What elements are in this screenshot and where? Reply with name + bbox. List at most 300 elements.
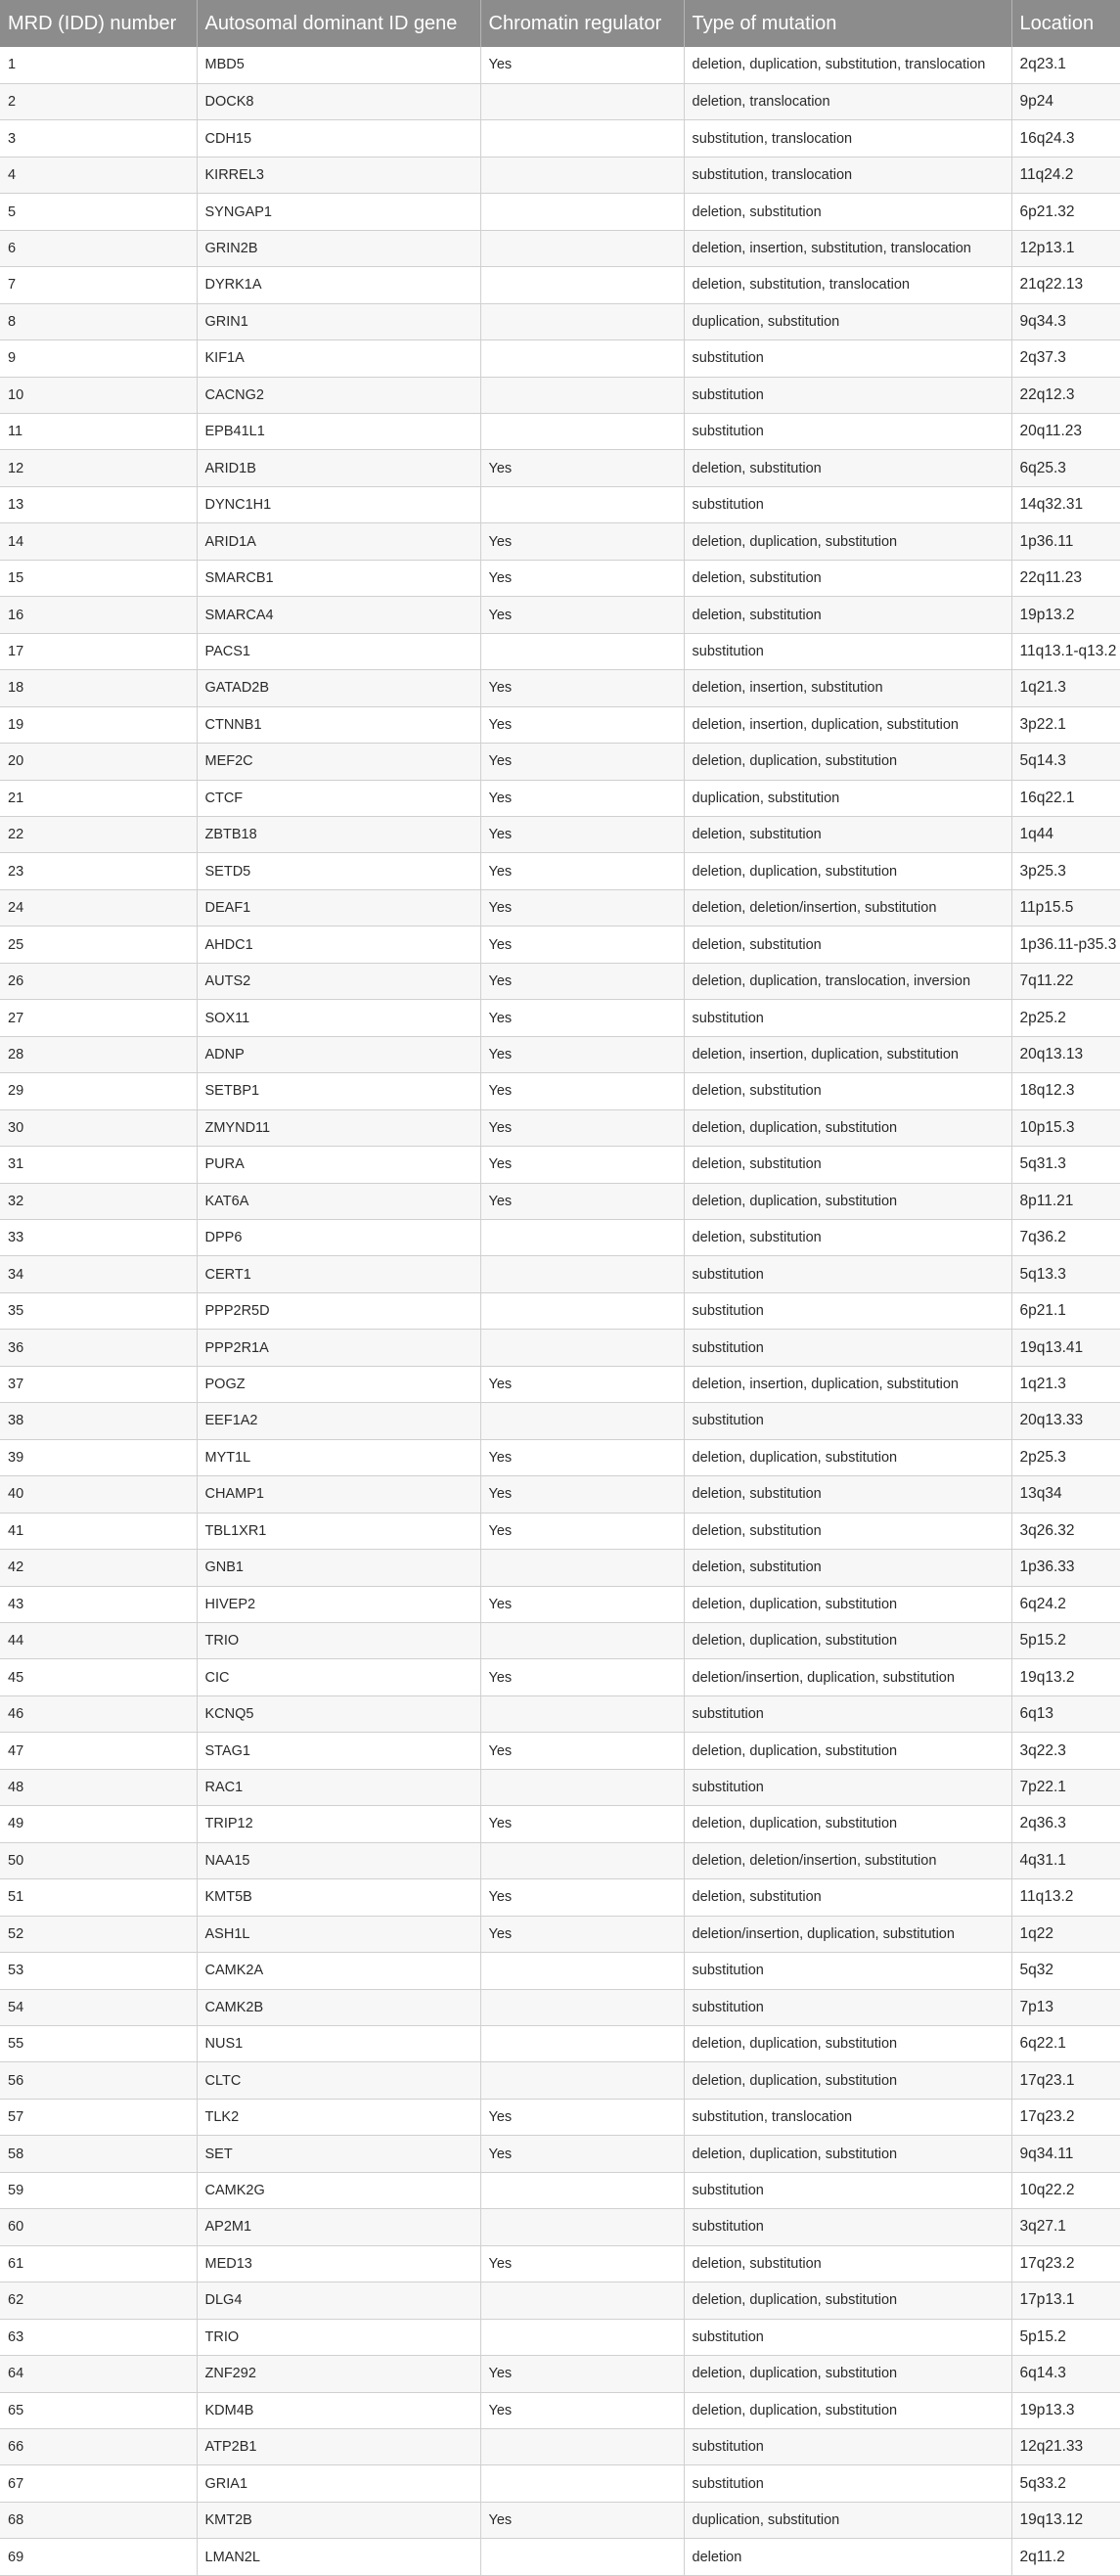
cell-chromatin-regulator: [480, 83, 684, 119]
cell-mutation-type: deletion, duplication, substitution: [684, 523, 1011, 560]
cell-mrd-number: 67: [0, 2465, 197, 2502]
cell-chromatin-regulator: [480, 377, 684, 413]
cell-chromatin-regulator: Yes: [480, 706, 684, 743]
table-row: [0, 2465, 1120, 2502]
table-row: [0, 706, 1120, 743]
table-row: [0, 2025, 1120, 2061]
cell-gene: CDH15: [197, 120, 480, 157]
table-row: [0, 2539, 1120, 2575]
table-row: [0, 450, 1120, 486]
table-row: [0, 1622, 1120, 1658]
cell-mutation-type: deletion, duplication, substitution: [684, 2282, 1011, 2319]
cell-gene: HIVEP2: [197, 1586, 480, 1622]
cell-mrd-number: 11: [0, 414, 197, 450]
cell-gene: CHAMP1: [197, 1476, 480, 1513]
cell-mrd-number: 32: [0, 1183, 197, 1219]
cell-mutation-type: deletion, duplication, substitution, translocation: [684, 47, 1011, 83]
cell-mrd-number: 34: [0, 1256, 197, 1292]
cell-mutation-type: deletion, duplication, substitution: [684, 853, 1011, 889]
cell-mrd-number: 53: [0, 1953, 197, 1989]
cell-gene: MYT1L: [197, 1439, 480, 1475]
table-row: [0, 2319, 1120, 2355]
cell-location: 11q13.2: [1011, 1879, 1120, 1916]
cell-mrd-number: 37: [0, 1366, 197, 1402]
table-row: [0, 1330, 1120, 1366]
cell-gene: PACS1: [197, 633, 480, 669]
cell-location: 16q24.3: [1011, 120, 1120, 157]
cell-location: 8p11.21: [1011, 1183, 1120, 1219]
cell-mutation-type: substitution: [684, 2465, 1011, 2502]
cell-mrd-number: 57: [0, 2099, 197, 2135]
table-row: [0, 963, 1120, 999]
cell-mrd-number: 40: [0, 1476, 197, 1513]
cell-chromatin-regulator: [480, 2282, 684, 2319]
cell-location: 19q13.41: [1011, 1330, 1120, 1366]
cell-location: 20q13.13: [1011, 1036, 1120, 1072]
cell-location: 21q22.13: [1011, 267, 1120, 303]
cell-gene: KMT2B: [197, 2502, 480, 2538]
cell-gene: GNB1: [197, 1550, 480, 1586]
cell-location: 2q23.1: [1011, 47, 1120, 83]
cell-location: 2p25.2: [1011, 1000, 1120, 1036]
cell-mrd-number: 17: [0, 633, 197, 669]
cell-gene: MEF2C: [197, 744, 480, 780]
cell-location: 11p15.5: [1011, 889, 1120, 926]
cell-location: 6q14.3: [1011, 2356, 1120, 2392]
cell-location: 12p13.1: [1011, 230, 1120, 266]
cell-gene: PPP2R1A: [197, 1330, 480, 1366]
cell-mutation-type: deletion, substitution: [684, 194, 1011, 230]
cell-mutation-type: substitution: [684, 1256, 1011, 1292]
table-row: [0, 2245, 1120, 2282]
cell-chromatin-regulator: [480, 1256, 684, 1292]
cell-chromatin-regulator: Yes: [480, 853, 684, 889]
cell-mrd-number: 15: [0, 560, 197, 596]
cell-mutation-type: deletion, duplication, substitution: [684, 2025, 1011, 2061]
cell-gene: DYNC1H1: [197, 486, 480, 522]
cell-chromatin-regulator: [480, 1953, 684, 1989]
cell-gene: SMARCA4: [197, 597, 480, 633]
table-row: [0, 83, 1120, 119]
table-header: [0, 0, 1120, 47]
cell-mrd-number: 31: [0, 1147, 197, 1183]
cell-mrd-number: 13: [0, 486, 197, 522]
cell-mrd-number: 61: [0, 2245, 197, 2282]
cell-mutation-type: deletion, duplication, substitution: [684, 2136, 1011, 2172]
table-row: [0, 1147, 1120, 1183]
cell-location: 7q36.2: [1011, 1220, 1120, 1256]
table-row: [0, 1000, 1120, 1036]
cell-mrd-number: 47: [0, 1733, 197, 1769]
cell-chromatin-regulator: Yes: [480, 2356, 684, 2392]
cell-mrd-number: 52: [0, 1916, 197, 1952]
cell-gene: STAG1: [197, 1733, 480, 1769]
cell-mutation-type: deletion, insertion, duplication, substitution: [684, 706, 1011, 743]
cell-mutation-type: deletion/insertion, duplication, substitution: [684, 1659, 1011, 1695]
cell-mutation-type: deletion, substitution: [684, 926, 1011, 963]
cell-location: 19p13.2: [1011, 597, 1120, 633]
cell-gene: ADNP: [197, 1036, 480, 1072]
table-row: [0, 1366, 1120, 1402]
cell-location: 11q24.2: [1011, 157, 1120, 193]
cell-mutation-type: deletion, substitution: [684, 1220, 1011, 1256]
cell-chromatin-regulator: [480, 1330, 684, 1366]
cell-chromatin-regulator: [480, 2465, 684, 2502]
cell-chromatin-regulator: Yes: [480, 1439, 684, 1475]
cell-gene: KDM4B: [197, 2392, 480, 2428]
cell-mutation-type: substitution: [684, 414, 1011, 450]
cell-chromatin-regulator: [480, 2209, 684, 2245]
table-row: [0, 2392, 1120, 2428]
cell-location: 10q22.2: [1011, 2172, 1120, 2208]
cell-location: 17p13.1: [1011, 2282, 1120, 2319]
table-row: [0, 1183, 1120, 1219]
header-mutation-type: Type of mutation: [684, 0, 1011, 47]
cell-mrd-number: 58: [0, 2136, 197, 2172]
cell-mutation-type: deletion, substitution: [684, 1550, 1011, 1586]
table-row: [0, 1989, 1120, 2025]
cell-chromatin-regulator: [480, 1842, 684, 1878]
cell-gene: CLTC: [197, 2062, 480, 2099]
cell-gene: CACNG2: [197, 377, 480, 413]
table-row: [0, 670, 1120, 706]
cell-chromatin-regulator: Yes: [480, 1733, 684, 1769]
cell-gene: KMT5B: [197, 1879, 480, 1916]
table-row: [0, 157, 1120, 193]
cell-location: 3p25.3: [1011, 853, 1120, 889]
cell-mutation-type: duplication, substitution: [684, 2502, 1011, 2538]
cell-location: 12q21.33: [1011, 2428, 1120, 2464]
cell-location: 3q26.32: [1011, 1513, 1120, 1549]
cell-mrd-number: 21: [0, 780, 197, 816]
cell-location: 17q23.2: [1011, 2099, 1120, 2135]
cell-chromatin-regulator: Yes: [480, 450, 684, 486]
cell-mutation-type: substitution: [684, 2319, 1011, 2355]
cell-gene: CAMK2B: [197, 1989, 480, 2025]
cell-mutation-type: substitution, translocation: [684, 2099, 1011, 2135]
cell-gene: ZNF292: [197, 2356, 480, 2392]
cell-mrd-number: 2: [0, 83, 197, 119]
cell-mutation-type: substitution, translocation: [684, 157, 1011, 193]
cell-chromatin-regulator: Yes: [480, 1659, 684, 1695]
cell-location: 6q13: [1011, 1695, 1120, 1732]
cell-mrd-number: 56: [0, 2062, 197, 2099]
table-row: [0, 926, 1120, 963]
cell-mrd-number: 48: [0, 1769, 197, 1805]
table-row: [0, 633, 1120, 669]
cell-mutation-type: substitution: [684, 1000, 1011, 1036]
cell-chromatin-regulator: [480, 486, 684, 522]
cell-gene: POGZ: [197, 1366, 480, 1402]
cell-gene: SETD5: [197, 853, 480, 889]
cell-chromatin-regulator: Yes: [480, 889, 684, 926]
cell-mrd-number: 42: [0, 1550, 197, 1586]
cell-mutation-type: deletion, duplication, substitution: [684, 1183, 1011, 1219]
cell-chromatin-regulator: [480, 414, 684, 450]
cell-chromatin-regulator: Yes: [480, 1586, 684, 1622]
cell-gene: KIF1A: [197, 340, 480, 377]
cell-chromatin-regulator: Yes: [480, 926, 684, 963]
cell-mrd-number: 69: [0, 2539, 197, 2575]
table-row: [0, 486, 1120, 522]
cell-chromatin-regulator: [480, 2428, 684, 2464]
table-row: [0, 1476, 1120, 1513]
cell-mrd-number: 62: [0, 2282, 197, 2319]
cell-mrd-number: 9: [0, 340, 197, 377]
cell-mrd-number: 46: [0, 1695, 197, 1732]
cell-location: 1p36.11-p35.3: [1011, 926, 1120, 963]
cell-mrd-number: 50: [0, 1842, 197, 1878]
table-row: [0, 1220, 1120, 1256]
cell-chromatin-regulator: Yes: [480, 2136, 684, 2172]
cell-location: 10p15.3: [1011, 1109, 1120, 1146]
cell-chromatin-regulator: [480, 1769, 684, 1805]
cell-gene: MBD5: [197, 47, 480, 83]
cell-mutation-type: substitution, translocation: [684, 120, 1011, 157]
cell-gene: ZBTB18: [197, 817, 480, 853]
cell-gene: ASH1L: [197, 1916, 480, 1952]
cell-mutation-type: deletion, duplication, substitution: [684, 1439, 1011, 1475]
table-row: [0, 2356, 1120, 2392]
header-mrd-number: MRD (IDD) number: [0, 0, 197, 47]
table-row: [0, 2172, 1120, 2208]
table-row: [0, 267, 1120, 303]
header-location: Location: [1019, 12, 1095, 34]
cell-location: 7p22.1: [1011, 1769, 1120, 1805]
cell-location: 20q11.23: [1011, 414, 1120, 450]
cell-chromatin-regulator: Yes: [480, 523, 684, 560]
cell-mutation-type: deletion, substitution: [684, 450, 1011, 486]
cell-mutation-type: deletion, insertion, substitution, translocation: [684, 230, 1011, 266]
cell-gene: CAMK2G: [197, 2172, 480, 2208]
cell-location: 6q24.2: [1011, 1586, 1120, 1622]
cell-location: 9q34.11: [1011, 2136, 1120, 2172]
table-row: [0, 1109, 1120, 1146]
table-row: [0, 1036, 1120, 1072]
cell-mutation-type: substitution: [684, 2172, 1011, 2208]
cell-chromatin-regulator: Yes: [480, 1513, 684, 1549]
cell-mrd-number: 10: [0, 377, 197, 413]
cell-location: 2p25.3: [1011, 1439, 1120, 1475]
cell-mrd-number: 4: [0, 157, 197, 193]
cell-chromatin-regulator: [480, 2319, 684, 2355]
cell-mutation-type: substitution: [684, 1953, 1011, 1989]
table-row: [0, 1953, 1120, 1989]
table-row: [0, 377, 1120, 413]
table-row: [0, 47, 1120, 83]
cell-gene: TBL1XR1: [197, 1513, 480, 1549]
cell-mrd-number: 54: [0, 1989, 197, 2025]
table-row: [0, 853, 1120, 889]
cell-chromatin-regulator: [480, 1695, 684, 1732]
cell-mutation-type: deletion, substitution: [684, 817, 1011, 853]
cell-mutation-type: deletion, substitution: [684, 1147, 1011, 1183]
cell-mutation-type: deletion, duplication, substitution: [684, 2392, 1011, 2428]
cell-chromatin-regulator: Yes: [480, 1366, 684, 1402]
cell-mrd-number: 60: [0, 2209, 197, 2245]
cell-chromatin-regulator: Yes: [480, 670, 684, 706]
cell-chromatin-regulator: [480, 340, 684, 377]
cell-mutation-type: deletion, substitution: [684, 1879, 1011, 1916]
cell-location: 6q25.3: [1011, 450, 1120, 486]
cell-gene: KAT6A: [197, 1183, 480, 1219]
table-row: [0, 303, 1120, 339]
table-row: [0, 817, 1120, 853]
cell-location: 19q13.2: [1011, 1659, 1120, 1695]
cell-location: 5p15.2: [1011, 2319, 1120, 2355]
table-row: [0, 2099, 1120, 2135]
cell-chromatin-regulator: Yes: [480, 1109, 684, 1146]
table-row: [0, 414, 1120, 450]
cell-gene: DYRK1A: [197, 267, 480, 303]
cell-location: 6p21.32: [1011, 194, 1120, 230]
table-row: [0, 2209, 1120, 2245]
cell-location: 5q31.3: [1011, 1147, 1120, 1183]
cell-mutation-type: deletion, insertion, duplication, substitution: [684, 1366, 1011, 1402]
table-row: [0, 889, 1120, 926]
cell-chromatin-regulator: Yes: [480, 780, 684, 816]
table-row: [0, 744, 1120, 780]
header-row: [0, 0, 1120, 47]
cell-chromatin-regulator: [480, 1403, 684, 1439]
cell-mutation-type: deletion/insertion, duplication, substitution: [684, 1916, 1011, 1952]
cell-gene: TRIP12: [197, 1806, 480, 1842]
cell-location: 9q34.3: [1011, 303, 1120, 339]
cell-mrd-number: 23: [0, 853, 197, 889]
table-row: [0, 2428, 1120, 2464]
table-row: [0, 560, 1120, 596]
table-row: [0, 523, 1120, 560]
cell-chromatin-regulator: Yes: [480, 1073, 684, 1109]
cell-mrd-number: 66: [0, 2428, 197, 2464]
cell-chromatin-regulator: Yes: [480, 1879, 684, 1916]
cell-mrd-number: 68: [0, 2502, 197, 2538]
table-row: [0, 1695, 1120, 1732]
cell-location: 7q11.22: [1011, 963, 1120, 999]
cell-chromatin-regulator: [480, 1622, 684, 1658]
cell-location: 14q32.31: [1011, 486, 1120, 522]
cell-mrd-number: 22: [0, 817, 197, 853]
cell-gene: SYNGAP1: [197, 194, 480, 230]
cell-chromatin-regulator: Yes: [480, 47, 684, 83]
cell-chromatin-regulator: Yes: [480, 744, 684, 780]
cell-gene: AHDC1: [197, 926, 480, 963]
cell-mrd-number: 59: [0, 2172, 197, 2208]
cell-gene: SET: [197, 2136, 480, 2172]
cell-chromatin-regulator: [480, 1292, 684, 1329]
header-chromatin-regulator: Chromatin regulator: [480, 0, 684, 47]
cell-gene: CERT1: [197, 1256, 480, 1292]
cell-chromatin-regulator: Yes: [480, 560, 684, 596]
cell-location: 1q44: [1011, 817, 1120, 853]
cell-mutation-type: substitution: [684, 1403, 1011, 1439]
cell-chromatin-regulator: Yes: [480, 963, 684, 999]
cell-location: 2q36.3: [1011, 1806, 1120, 1842]
cell-mutation-type: substitution: [684, 1292, 1011, 1329]
cell-mutation-type: deletion, insertion, duplication, substitution: [684, 1036, 1011, 1072]
cell-gene: CTCF: [197, 780, 480, 816]
cell-chromatin-regulator: [480, 194, 684, 230]
table-row: [0, 1842, 1120, 1878]
table-row: [0, 1659, 1120, 1695]
cell-mutation-type: deletion, substitution, translocation: [684, 267, 1011, 303]
cell-location: 5q33.2: [1011, 2465, 1120, 2502]
cell-mutation-type: deletion, duplication, substitution: [684, 1109, 1011, 1146]
cell-mutation-type: deletion, deletion/insertion, substitution: [684, 889, 1011, 926]
cell-mutation-type: substitution: [684, 1989, 1011, 2025]
cell-mutation-type: deletion, duplication, substitution: [684, 1806, 1011, 1842]
cell-mutation-type: deletion, insertion, substitution: [684, 670, 1011, 706]
cell-mutation-type: deletion, substitution: [684, 1073, 1011, 1109]
cell-location: 18q12.3: [1011, 1073, 1120, 1109]
cell-gene: PPP2R5D: [197, 1292, 480, 1329]
cell-mutation-type: deletion, substitution: [684, 1476, 1011, 1513]
cell-gene: SETBP1: [197, 1073, 480, 1109]
cell-chromatin-regulator: Yes: [480, 2502, 684, 2538]
cell-mrd-number: 36: [0, 1330, 197, 1366]
cell-mrd-number: 25: [0, 926, 197, 963]
table-body: [0, 47, 1120, 2575]
cell-gene: PURA: [197, 1147, 480, 1183]
cell-mrd-number: 3: [0, 120, 197, 157]
cell-gene: TLK2: [197, 2099, 480, 2135]
cell-mrd-number: 63: [0, 2319, 197, 2355]
cell-location: 19q13.12: [1011, 2502, 1120, 2538]
cell-location: 5q13.3: [1011, 1256, 1120, 1292]
cell-mrd-number: 5: [0, 194, 197, 230]
cell-location: 1p36.33: [1011, 1550, 1120, 1586]
cell-mrd-number: 1: [0, 47, 197, 83]
cell-chromatin-regulator: Yes: [480, 1036, 684, 1072]
cell-location: 19p13.3: [1011, 2392, 1120, 2428]
cell-gene: NUS1: [197, 2025, 480, 2061]
cell-location: 2q11.2: [1011, 2539, 1120, 2575]
table-row: [0, 1073, 1120, 1109]
cell-chromatin-regulator: [480, 303, 684, 339]
cell-mutation-type: deletion, substitution: [684, 560, 1011, 596]
cell-mutation-type: deletion, substitution: [684, 2245, 1011, 2282]
cell-location: 17q23.2: [1011, 2245, 1120, 2282]
cell-gene: KIRREL3: [197, 157, 480, 193]
cell-gene: EEF1A2: [197, 1403, 480, 1439]
cell-chromatin-regulator: Yes: [480, 2392, 684, 2428]
cell-location: 11q13.1-q13.2: [1011, 633, 1120, 669]
cell-chromatin-regulator: Yes: [480, 817, 684, 853]
table-row: [0, 2502, 1120, 2538]
cell-mrd-number: 55: [0, 2025, 197, 2061]
cell-gene: SOX11: [197, 1000, 480, 1036]
cell-mutation-type: deletion, duplication, substitution: [684, 1733, 1011, 1769]
table-row: [0, 1513, 1120, 1549]
cell-mutation-type: substitution: [684, 1330, 1011, 1366]
table-row: [0, 1439, 1120, 1475]
cell-gene: GRIN2B: [197, 230, 480, 266]
cell-mrd-number: 19: [0, 706, 197, 743]
cell-chromatin-regulator: Yes: [480, 2099, 684, 2135]
cell-gene: GRIN1: [197, 303, 480, 339]
cell-location: 5q14.3: [1011, 744, 1120, 780]
cell-mrd-number: 16: [0, 597, 197, 633]
cell-mrd-number: 14: [0, 523, 197, 560]
cell-mutation-type: substitution: [684, 633, 1011, 669]
cell-location: 5p15.2: [1011, 1622, 1120, 1658]
cell-mrd-number: 8: [0, 303, 197, 339]
table-row: [0, 1733, 1120, 1769]
cell-gene: SMARCB1: [197, 560, 480, 596]
table-row: [0, 230, 1120, 266]
cell-mrd-number: 30: [0, 1109, 197, 1146]
cell-chromatin-regulator: Yes: [480, 1476, 684, 1513]
